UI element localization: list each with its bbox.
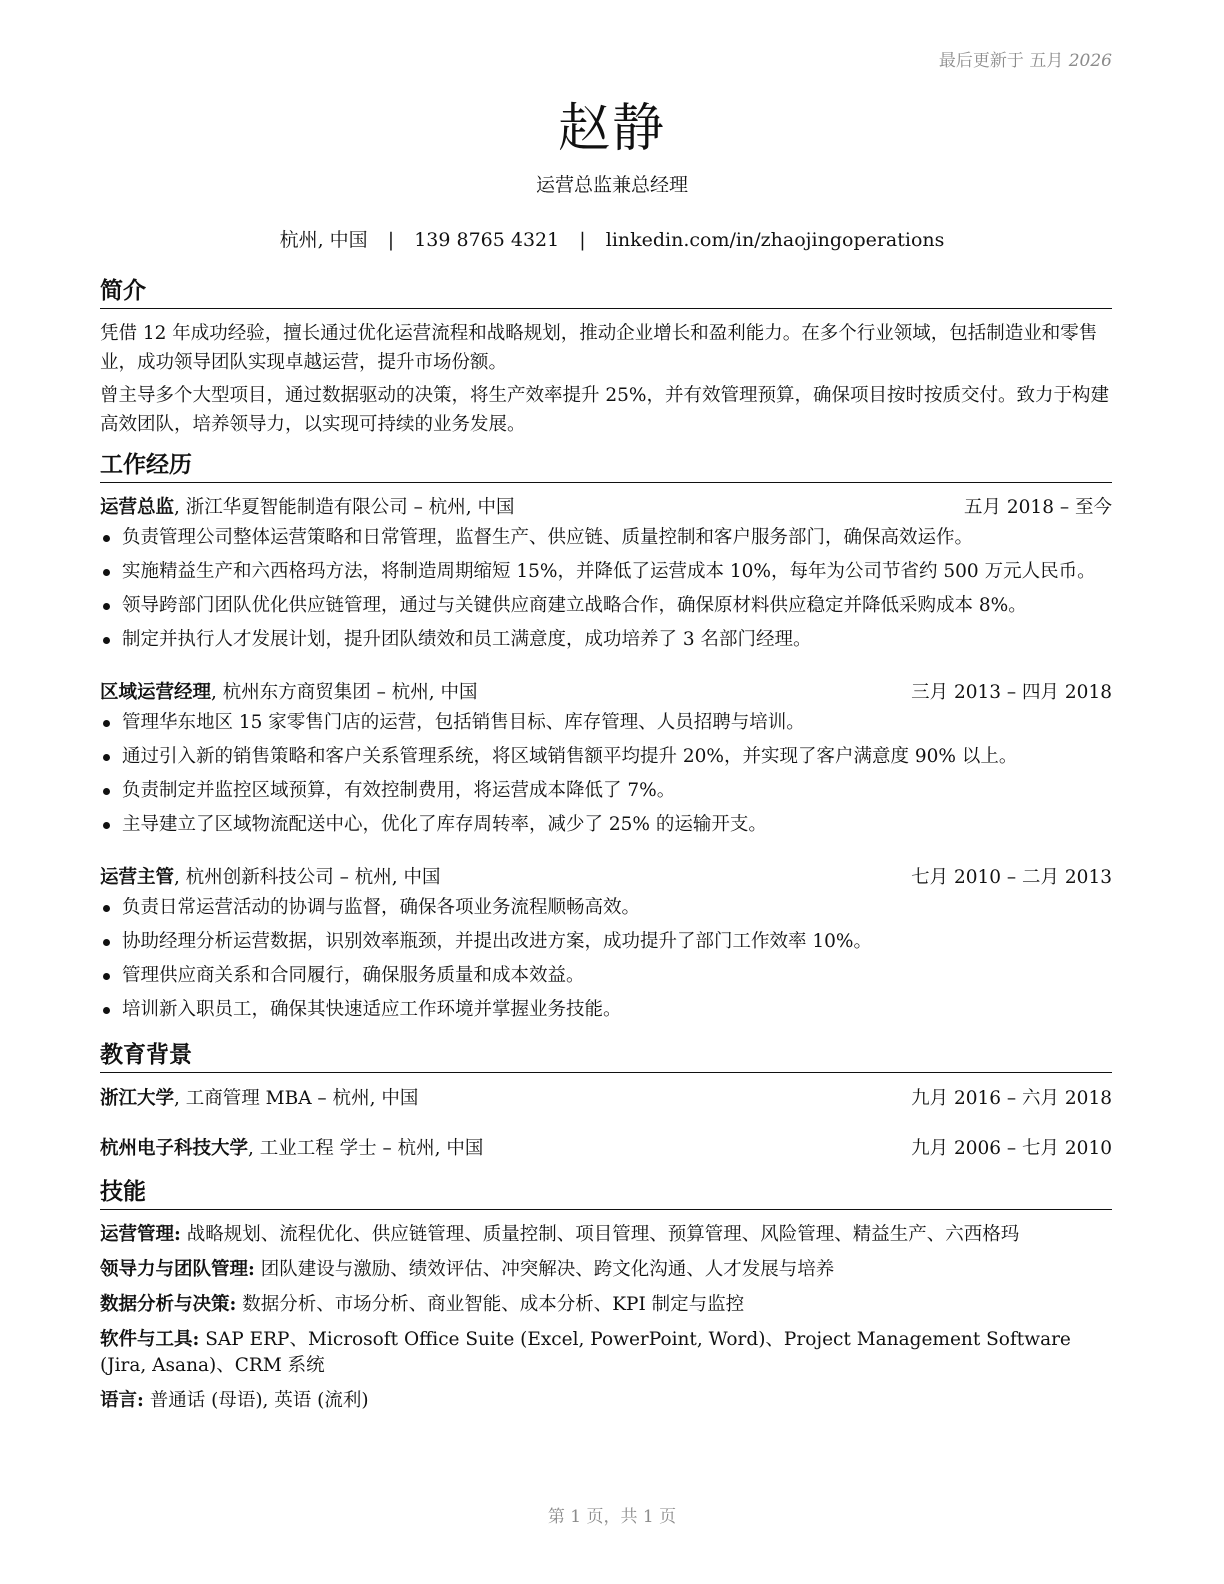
last-updated-month: 五月	[1029, 51, 1064, 71]
skill-label: 语言:	[100, 1390, 144, 1411]
skill-value: 团队建设与激励、绩效评估、冲突解决、跨文化沟通、人才发展与培养	[254, 1259, 835, 1280]
candidate-title: 运营总监兼总经理	[535, 174, 688, 196]
skill-row	[100, 1257, 1112, 1283]
summary-paragraph: 曾主导多个大型项目，通过数据驱动的决策，将生产效率提升 25%，并有效管理预算，确保项目按时按质交付。致力于构建高效团队，培养领导力，以实现可持续的业务发展。	[100, 385, 1110, 435]
list-item: 协助经理分析运营数据，识别效率瓶颈，并提出改进方案，成功提升了部门工作效率 10%。	[100, 927, 1112, 961]
list-item: 领导跨部门团队优化供应链管理，通过与关键供应商建立战略合作，确保原材料供应稳定并降低采购成本 8%。	[100, 591, 1112, 625]
degree-detail: , 工商管理 MBA – 杭州, 中国	[174, 1088, 419, 1109]
contact-location: 杭州, 中国	[279, 229, 368, 251]
job-dates: 七月 2010 – 二月 2013	[911, 867, 1112, 888]
last-updated-year: 2026	[1068, 51, 1112, 71]
contact-phone[interactable]: 139 8765 4321	[414, 229, 560, 251]
skill-row	[100, 1388, 1112, 1414]
school-name: 杭州电子科技大学	[100, 1138, 249, 1159]
skills-heading: 技能	[100, 1177, 1112, 1210]
skill-label: 数据分析与决策:	[100, 1294, 237, 1315]
contact-line	[0, 225, 1224, 252]
education-dates: 九月 2016 – 六月 2018	[911, 1088, 1112, 1109]
job-header	[100, 679, 1112, 707]
summary-heading: 简介	[100, 276, 1112, 309]
list-item: 主导建立了区域物流配送中心，优化了库存周转率，减少了 25% 的运输开支。	[100, 810, 1112, 844]
experience-heading: 工作经历	[100, 450, 1112, 483]
list-item: 管理供应商关系和合同履行，确保服务质量和成本效益。	[100, 961, 1112, 995]
skill-label: 软件与工具:	[100, 1329, 200, 1350]
skill-row	[100, 1292, 1112, 1318]
skill-label: 运营管理:	[100, 1224, 181, 1245]
job-dates: 五月 2018 – 至今	[964, 497, 1112, 518]
contact-separator: |	[387, 229, 395, 251]
list-item: 实施精益生产和六西格玛方法，将制造周期缩短 15%，并降低了运营成本 10%，每年为公司节省约 500 万元人民币。	[100, 557, 1112, 591]
job-company: , 浙江华夏智能制造有限公司 – 杭州, 中国	[174, 497, 515, 518]
job-role: 区域运营经理	[100, 682, 212, 703]
education-dates: 九月 2006 – 七月 2010	[911, 1138, 1112, 1159]
list-item: 负责管理公司整体运营策略和日常管理，监督生产、供应链、质量控制和客户服务部门，确保高效运作。	[100, 523, 1112, 557]
last-updated-label: 最后更新于	[938, 51, 1024, 71]
skill-value: 战略规划、流程优化、供应链管理、质量控制、项目管理、预算管理、风险管理、精益生产、六西格玛	[180, 1224, 1020, 1245]
education-item	[100, 1135, 1112, 1163]
job-header	[100, 494, 1112, 522]
contact-linkedin-link[interactable]: linkedin.com/in/zhaojingoperations	[605, 229, 945, 251]
list-item: 管理华东地区 15 家零售门店的运营，包括销售目标、库存管理、人员招聘与培训。	[100, 708, 1112, 742]
job-bullets	[100, 708, 1112, 844]
skill-row	[100, 1327, 1112, 1379]
school-name: 浙江大学	[100, 1088, 175, 1109]
job-company: , 杭州创新科技公司 – 杭州, 中国	[174, 867, 441, 888]
page-number: 第 1 页，共 1 页	[547, 1507, 677, 1527]
candidate-name: 赵静	[557, 99, 666, 159]
skill-value: 数据分析、市场分析、商业智能、成本分析、KPI 制定与监控	[236, 1294, 745, 1315]
job-role: 运营总监	[100, 497, 175, 518]
job-company: , 杭州东方商贸集团 – 杭州, 中国	[211, 682, 478, 703]
summary-paragraph: 凭借 12 年成功经验，擅长通过优化运营流程和战略规划，推动企业增长和盈利能力。在多个行业领域，包括制造业和零售业，成功领导团队实现卓越运营，提升市场份额。	[100, 323, 1098, 373]
list-item: 培训新入职员工，确保其快速适应工作环境并掌握业务技能。	[100, 995, 1112, 1029]
education-item	[100, 1085, 1112, 1113]
list-item: 通过引入新的销售策略和客户关系管理系统，将区域销售额平均提升 20%，并实现了客户满意度 90% 以上。	[100, 742, 1112, 776]
list-item: 制定并执行人才发展计划，提升团队绩效和员工满意度，成功培养了 3 名部门经理。	[100, 625, 1112, 659]
last-updated	[939, 46, 1112, 71]
job-header	[100, 864, 1112, 892]
list-item: 负责制定并监控区域预算，有效控制费用，将运营成本降低了 7%。	[100, 776, 1112, 810]
skill-row	[100, 1222, 1112, 1248]
job-dates: 三月 2013 – 四月 2018	[911, 682, 1112, 703]
list-item: 负责日常运营活动的协调与监督，确保各项业务流程顺畅高效。	[100, 893, 1112, 927]
degree-detail: , 工业工程 学士 – 杭州, 中国	[248, 1138, 484, 1159]
education-heading: 教育背景	[100, 1040, 1112, 1073]
job-bullets	[100, 893, 1112, 1029]
job-bullets	[100, 523, 1112, 659]
skill-label: 领导力与团队管理:	[100, 1259, 255, 1280]
skill-value: 普通话 (母语), 英语 (流利)	[143, 1390, 369, 1411]
job-role: 运营主管	[100, 867, 175, 888]
contact-separator: |	[579, 229, 586, 251]
skill-value: SAP ERP、Microsoft Office Suite (Excel, PowerPoint, Word)、Project Management Software (Jira, Asana)、CRM 系统	[100, 1329, 1071, 1376]
